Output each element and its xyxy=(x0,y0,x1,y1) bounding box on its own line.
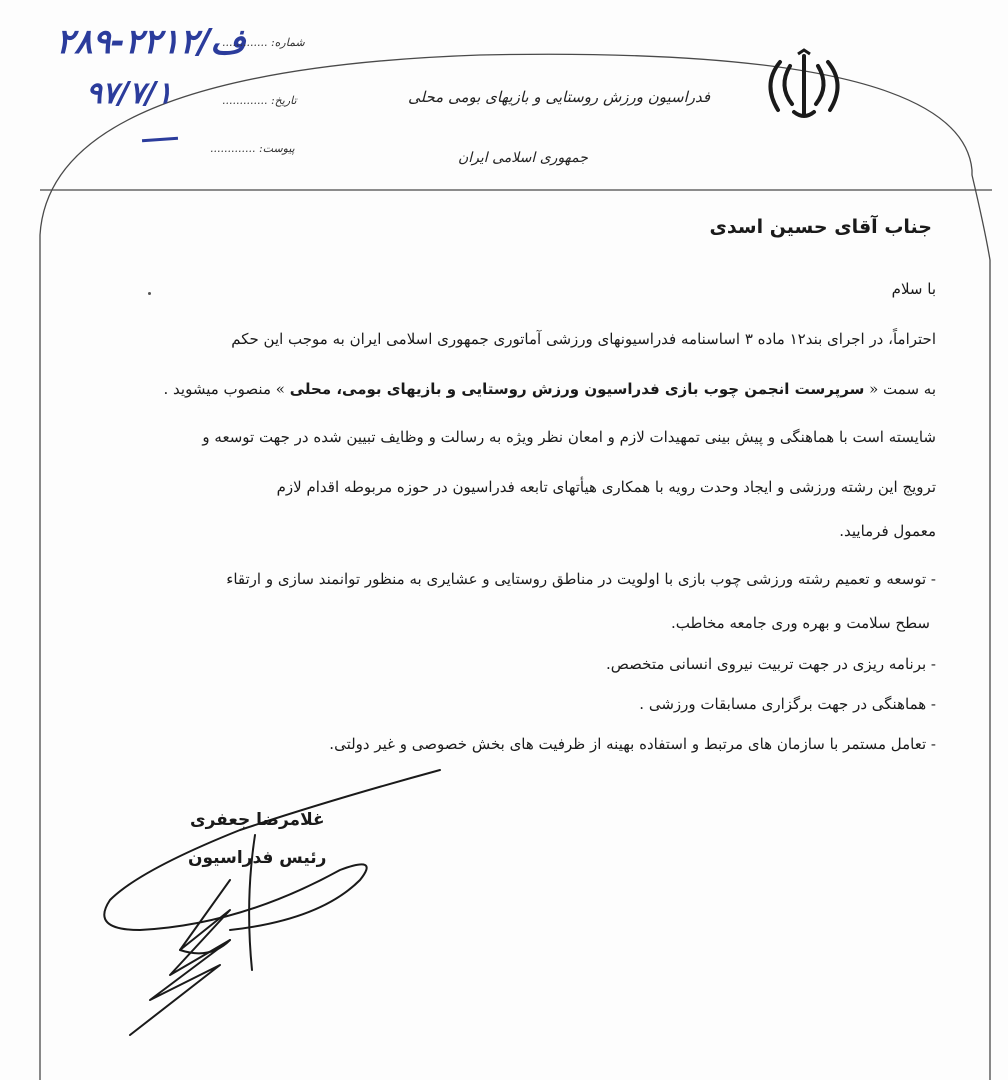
bullet-1-line-2: سطح سلامت و بهره وری جامعه مخاطب. xyxy=(670,614,930,632)
appointment-title: سرپرست انجمن چوب بازی فدراسیون ورزش روستایی و بازیهای بومی، محلی xyxy=(289,380,865,398)
bullet-1-line-1: - توسعه و تعمیم رشته ورزشی چوب بازی با اولویت در مناطق روستایی و عشایری به منظور توانمند سازی و ارتقاء xyxy=(226,570,936,588)
handwritten-letter-number: ۲۸۹-ف/۲۲۱۲ xyxy=(56,22,246,62)
country-name: جمهوری اسلامی ایران xyxy=(458,150,588,166)
iran-emblem-icon xyxy=(758,48,850,126)
paragraph-1-line-2 xyxy=(164,380,937,398)
paragraph-2-line-3: معمول فرمایید. xyxy=(839,522,936,540)
appointment-prefix: به سمت « xyxy=(864,380,936,398)
bullet-3: - هماهنگی در جهت برگزاری مسابقات ورزشی . xyxy=(639,695,936,713)
paragraph-2-line-1: شایسته است با هماهنگی و پیش بینی تمهیدات لازم و امعان نظر ویژه به رسالت و وظایف تبیین شده در جهت توسعه و xyxy=(202,428,936,446)
handwritten-signature xyxy=(80,760,460,1050)
attachment-label: پیوست: ............. xyxy=(210,142,295,155)
appointment-suffix: » منصوب میشوید . xyxy=(163,380,290,398)
handwritten-letter-date: ۹۷/۷/۱ xyxy=(86,76,173,111)
signatory-name: غلامرضا جعفری xyxy=(190,810,325,830)
addressee: جناب آقای حسین اسدی xyxy=(709,216,932,238)
stray-dot-mark xyxy=(148,292,151,295)
bullet-2: - برنامه ریزی در جهت تربیت نیروی انسانی متخصص. xyxy=(606,655,936,673)
bullet-4: - تعامل مستمر با سازمان های مرتبط و استفاده بهینه از ظرفیت های بخش خصوصی و غیر دولتی. xyxy=(329,735,936,753)
number-label: شماره: ............. xyxy=(222,36,305,49)
signatory-title: رئیس فدراسیون xyxy=(188,848,327,868)
paragraph-2-line-2: ترویج این رشته ورزشی و ایجاد وحدت رویه با همکاری هیأتهای تابعه فدراسیون در حوزه مربوطه اقدام لازم xyxy=(276,478,936,496)
date-label: تاریخ: ............. xyxy=(222,94,297,107)
organization-name: فدراسیون ورزش روستایی و بازیهای بومی محلی xyxy=(408,88,711,106)
paragraph-1-line-1: احتراماً، در اجرای بند۱۲ ماده ۳ اساسنامه فدراسیونهای ورزشی آماتوری جمهوری اسلامی ایران به موجب این حکم xyxy=(231,330,936,348)
greeting: با سلام xyxy=(891,280,936,298)
